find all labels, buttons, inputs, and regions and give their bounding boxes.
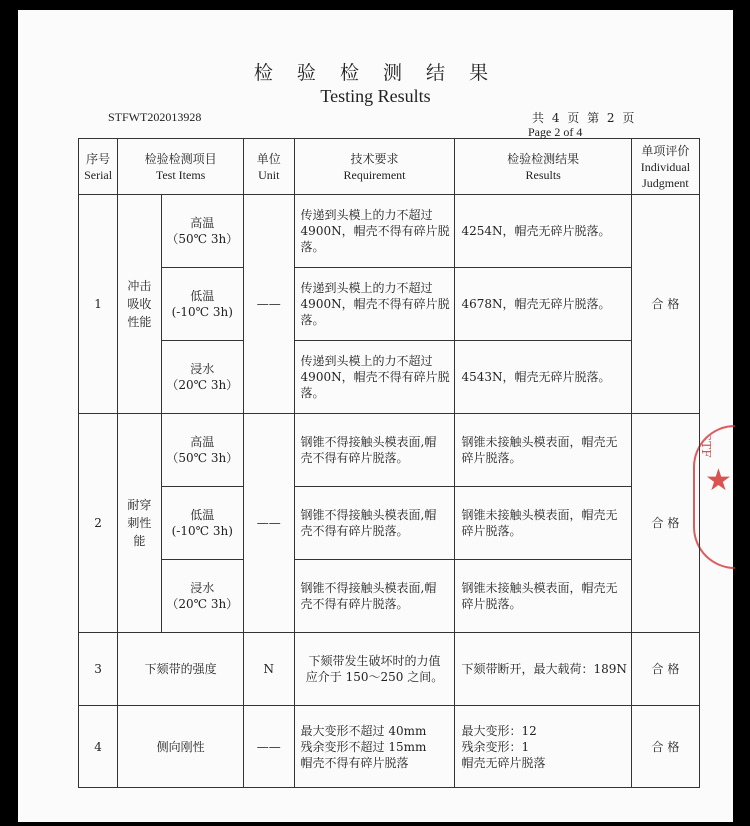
text-line: 传递到头模上的力不超过 (300, 281, 433, 295)
text-line: 壳不得有碎片脱落。 (300, 597, 409, 611)
header-unit: 单位 Unit (244, 139, 295, 195)
text-line: （50℃ 3h） (166, 232, 239, 246)
text-line: 高温 (190, 216, 215, 230)
text-line: 落。 (300, 313, 325, 327)
text-line: 低温 (190, 508, 215, 522)
serial-cell: 3 (79, 633, 118, 706)
unit-cell: —— (244, 706, 295, 788)
text-line: 壳不得有碎片脱落。 (300, 524, 409, 538)
category-cell (118, 195, 161, 414)
text-line: 吸收 (127, 297, 152, 311)
text-line: 碎片脱落。 (461, 597, 522, 611)
star-icon: ★ (705, 463, 732, 498)
page-indicator-chinese: 共 4 页 第 2 页 (532, 111, 637, 125)
text-line: 钢锥未接触头模表面，帽壳无 (461, 581, 618, 595)
text-line: 钢锥未接触头模表面，帽壳无 (461, 435, 618, 449)
serial-cell: 1 (79, 195, 118, 414)
text-line: 4543N，帽壳无碎片脱落。 (461, 370, 611, 384)
title-chinese: 检 验 检 测 结 果 (253, 62, 498, 84)
text-line: 钢锥不得接触头模表面,帽 (300, 435, 437, 449)
header-serial: 序号 Serial (79, 139, 118, 195)
judgment-cell: 合 格 (631, 195, 699, 414)
condition-cell (161, 341, 244, 414)
page-indicator-english: Page 2 of 4 (528, 125, 583, 139)
text-line: 帽壳无碎片脱落 (461, 755, 546, 770)
text-line: （50℃ 3h） (166, 451, 239, 465)
text-line: 钢锥未接触头模表面，帽壳无 (461, 508, 618, 522)
result-cell (455, 487, 631, 560)
table-row (79, 195, 700, 268)
text-line: 浸水 (190, 362, 215, 376)
result-cell (455, 706, 631, 788)
result-cell (455, 268, 631, 341)
header-judgment: 单项评价 Individual Judgment (631, 139, 699, 195)
text-line: 4900N，帽壳不得有碎片脱 (300, 370, 450, 384)
result-cell (455, 414, 631, 487)
text-line: 能 (133, 534, 146, 548)
result-cell (455, 560, 631, 633)
requirement-cell (294, 414, 455, 487)
result-cell (455, 195, 631, 268)
text-line: 碎片脱落。 (461, 451, 522, 465)
item-cell: 下颏带的强度 (118, 633, 244, 706)
report-number: STFWT202013928 (108, 110, 202, 124)
unit-cell: N (244, 633, 295, 706)
text-line: 落。 (300, 386, 325, 400)
judgment-cell: 合 格 (631, 633, 699, 706)
unit-cell: —— (244, 195, 295, 414)
text-line: 残余变形不超过 15mm (300, 739, 427, 754)
text-line: 残余变形：1 (461, 739, 530, 754)
condition-cell (161, 268, 244, 341)
requirement-cell (294, 560, 455, 633)
text-line: 最大变形不超过 40mm (300, 723, 427, 738)
text-line: （20℃ 3h） (166, 597, 239, 611)
text-line: 4254N，帽壳无碎片脱落。 (461, 224, 611, 238)
text-line: 浸水 (190, 581, 215, 595)
table-row (79, 341, 700, 414)
text-line: 4678N，帽壳无碎片脱落。 (461, 297, 611, 311)
table-row (79, 633, 700, 706)
requirement-cell (294, 633, 455, 706)
text-line: 下颏带断开，最大载荷：189N (461, 662, 627, 676)
text-line: 落。 (300, 240, 325, 254)
table-row (79, 560, 700, 633)
report-page (18, 10, 733, 822)
text-line: 帽壳不得有碎片脱落 (300, 755, 409, 770)
header-results: 检验检测结果 Results (455, 139, 631, 195)
table-header-row (79, 139, 700, 195)
text-line: 4900N，帽壳不得有碎片脱 (300, 224, 450, 238)
serial-cell: 2 (79, 414, 118, 633)
condition-cell (161, 487, 244, 560)
text-line: （20℃ 3h） (166, 378, 239, 392)
item-cell: 侧向刚性 (118, 706, 244, 788)
text-line: 应介于 150～250 之间。 (305, 670, 444, 684)
condition-cell (161, 414, 244, 487)
table-row (79, 414, 700, 487)
text-line: 性能 (127, 315, 152, 329)
table-row (79, 706, 700, 788)
unit-cell: —— (244, 414, 295, 633)
text-line: 壳不得有碎片脱落。 (300, 451, 409, 465)
text-line: 传递到头模上的力不超过 (300, 354, 433, 368)
text-line: 下颏带发生破坏时的力值 (308, 654, 441, 668)
text-line: (-10℃ 3h) (171, 305, 233, 319)
judgment-cell: 合 格 (631, 706, 699, 788)
serial-cell: 4 (79, 706, 118, 788)
judgment-cell: 合 格 (631, 414, 699, 633)
text-line: 传递到头模上的力不超过 (300, 208, 433, 222)
text-line: 低温 (190, 289, 215, 303)
text-line: 耐穿 (127, 498, 152, 512)
text-line: 4900N，帽壳不得有碎片脱 (300, 297, 450, 311)
text-line: (-10℃ 3h) (171, 524, 233, 538)
header-test-items: 检验检测项目 Test Items (118, 139, 244, 195)
text-line: 碎片脱落。 (461, 524, 522, 538)
text-line: 刺性 (127, 516, 152, 530)
result-cell (455, 341, 631, 414)
table-row (79, 487, 700, 560)
category-cell (118, 414, 161, 633)
red-seal-stamp: STF ★ (693, 425, 735, 569)
result-cell (455, 633, 631, 706)
text-line: 最大变形：12 (461, 723, 537, 738)
text-line: 高温 (190, 435, 215, 449)
results-table (78, 138, 700, 788)
text-line: 钢锥不得接触头模表面,帽 (300, 581, 437, 595)
text-line: 冲击 (127, 279, 152, 293)
header-requirement: 技术要求 Requirement (294, 139, 455, 195)
requirement-cell (294, 268, 455, 341)
requirement-cell (294, 706, 455, 788)
table-row (79, 268, 700, 341)
condition-cell (161, 195, 244, 268)
requirement-cell (294, 195, 455, 268)
requirement-cell (294, 487, 455, 560)
title-english: Testing Results (320, 86, 431, 106)
condition-cell (161, 560, 244, 633)
text-line: 钢锥不得接触头模表面,帽 (300, 508, 437, 522)
requirement-cell (294, 341, 455, 414)
